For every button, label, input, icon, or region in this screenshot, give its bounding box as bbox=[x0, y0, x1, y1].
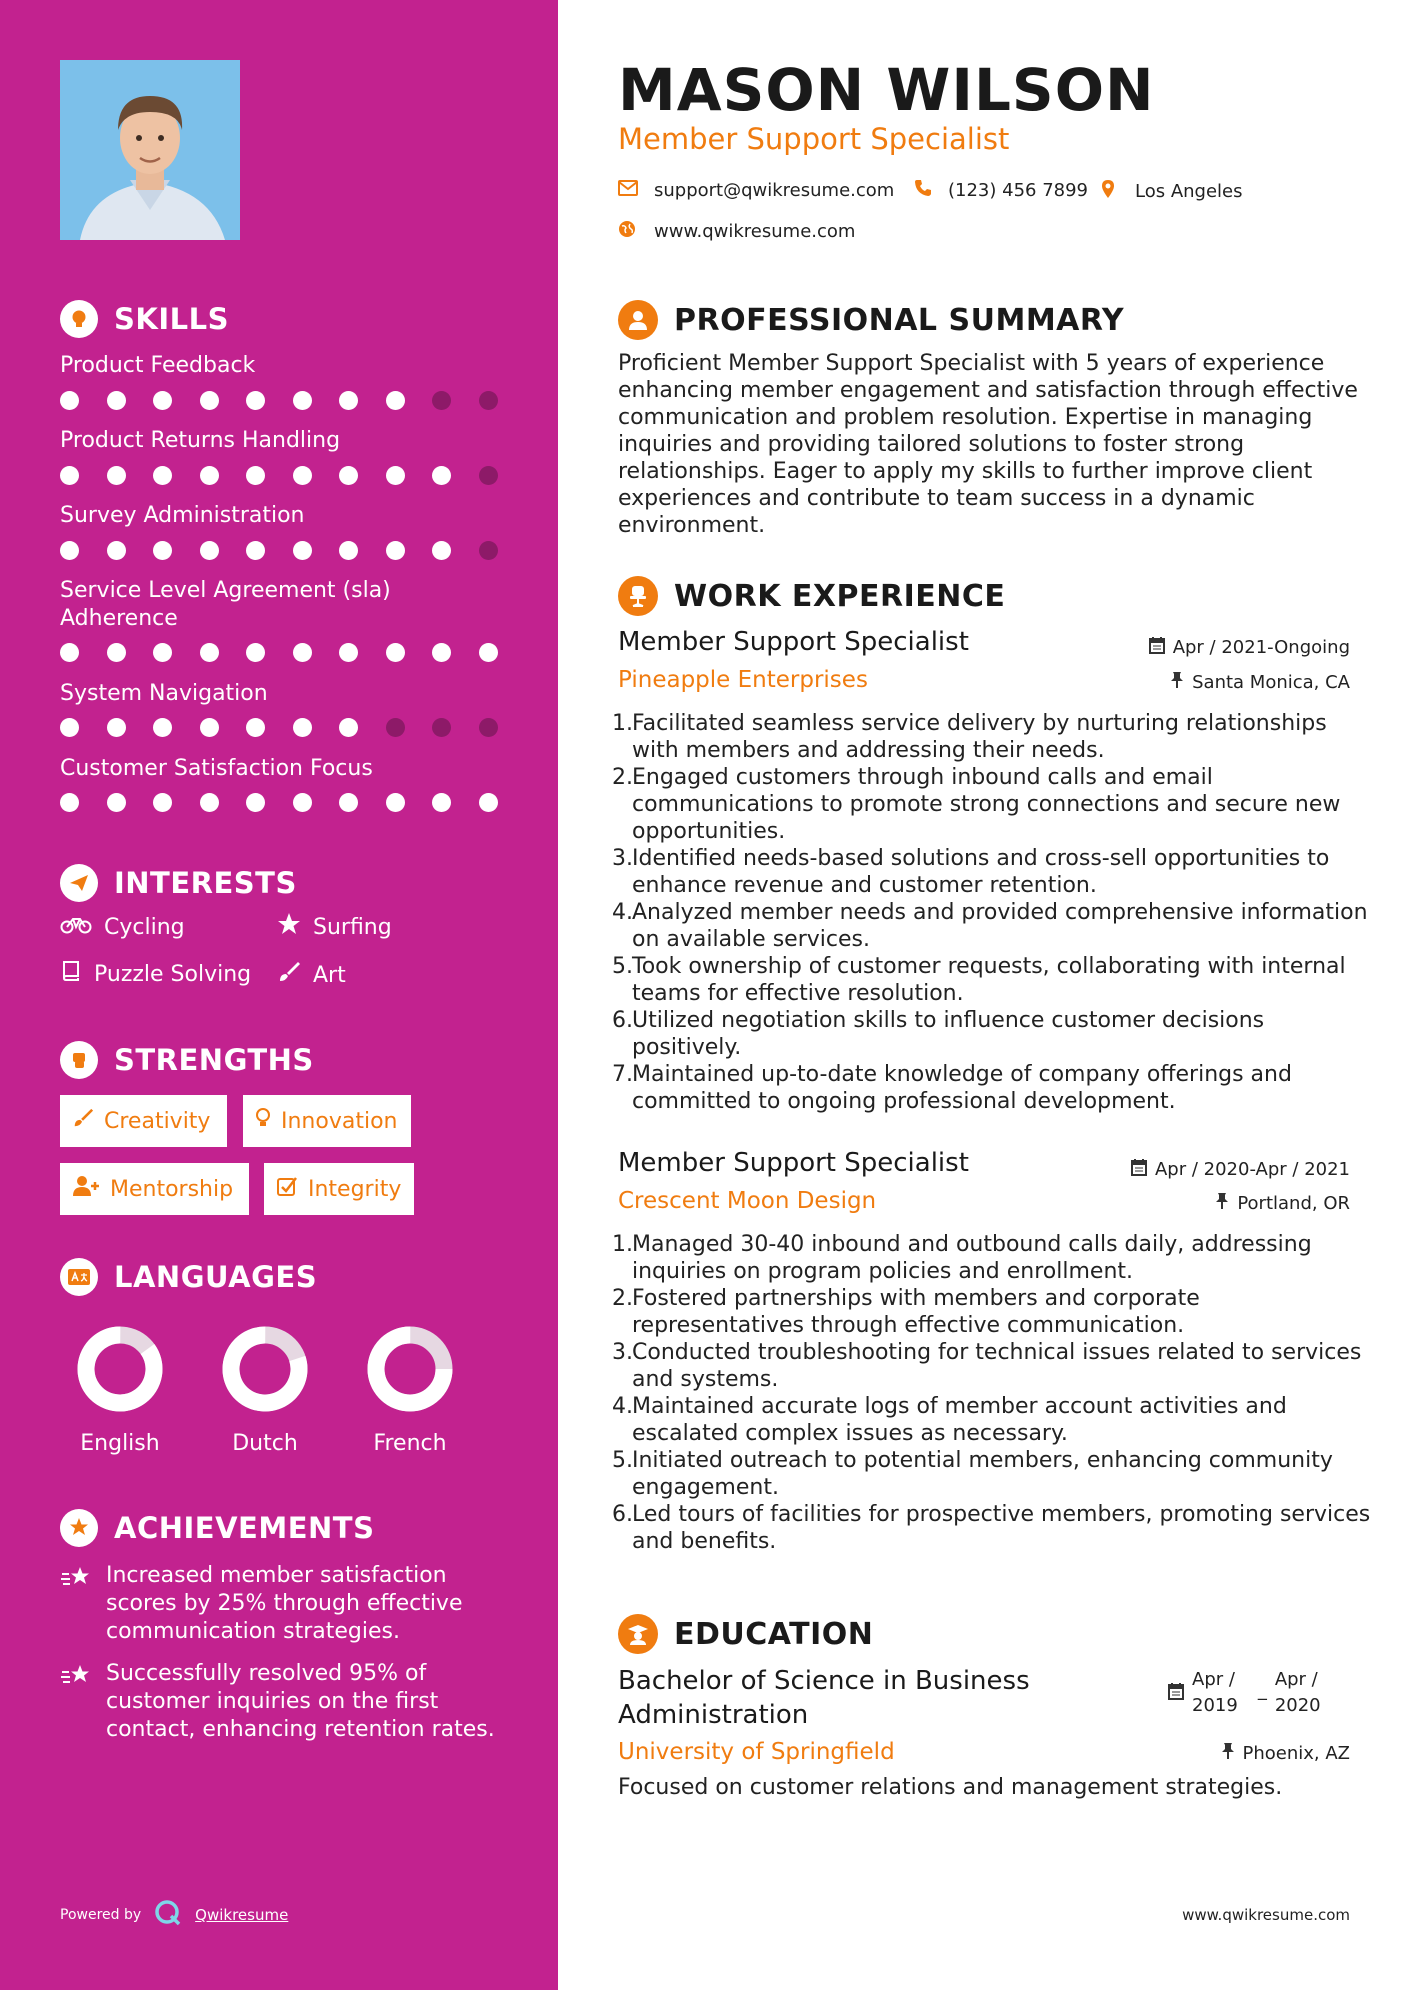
school-name: University of Springfield bbox=[618, 1739, 895, 1765]
envelope-icon bbox=[618, 180, 638, 201]
skills-heading bbox=[60, 300, 229, 338]
location-text: Los Angeles bbox=[1135, 181, 1243, 202]
skill-name: Product Returns Handling bbox=[60, 428, 341, 453]
pushpin-icon bbox=[1170, 671, 1184, 694]
job-dates-text: Apr / 2021-Ongoing bbox=[1172, 637, 1350, 658]
skill-dot bbox=[339, 466, 358, 485]
job-bullet: 3. Identified needs-based solutions and cross-sell opportunities to enhance revenue and customer retention. bbox=[612, 846, 1330, 898]
skill-rating bbox=[60, 718, 510, 738]
job-bullet: 2. Engaged customers through inbound calls and email communications to promote strong connections and secure new opportunities. bbox=[612, 765, 1341, 844]
job-location bbox=[1215, 1192, 1350, 1215]
interest-item bbox=[277, 912, 392, 942]
achievement-text: Successfully resolved 95% of customer inquiries on the first contact, enhancing retention rates. bbox=[106, 1661, 495, 1742]
lightbulb-icon bbox=[60, 300, 98, 338]
summary-heading bbox=[618, 300, 1124, 340]
skill-dot bbox=[432, 541, 451, 560]
skill-dot bbox=[60, 541, 79, 560]
sidebar bbox=[0, 0, 558, 1990]
skill-dot bbox=[153, 643, 172, 662]
interest-label: Cycling bbox=[104, 914, 185, 940]
language-item bbox=[350, 1325, 470, 1456]
job-location bbox=[1170, 671, 1350, 694]
skill-dot bbox=[479, 541, 498, 560]
job-dates bbox=[1131, 1158, 1350, 1181]
skill-dot bbox=[153, 541, 172, 560]
achievement-item bbox=[60, 1562, 500, 1646]
job-dates-text: Apr / 2020-Apr / 2021 bbox=[1154, 1159, 1350, 1180]
skill-dot bbox=[107, 718, 126, 737]
shooting-star-icon bbox=[60, 1662, 94, 1744]
strengths-heading bbox=[60, 1041, 314, 1079]
job-bullet: 6. Led tours of facilities for prospective members, promoting services and benefits. bbox=[612, 1502, 1371, 1554]
education-start: Apr / 2019 bbox=[1192, 1669, 1238, 1716]
map-pin-icon bbox=[1101, 179, 1115, 204]
profile-photo bbox=[60, 60, 240, 240]
job-bullet: 4. Analyzed member needs and provided comprehensive information on available services. bbox=[612, 900, 1368, 952]
job-title: Member Support Specialist bbox=[618, 1148, 969, 1178]
skill-dot bbox=[479, 466, 498, 485]
skill-dot bbox=[246, 718, 265, 737]
pushpin-icon bbox=[1221, 1742, 1235, 1765]
skill-dot bbox=[386, 391, 405, 410]
job-bullet: 1. Managed 30-40 inbound and outbound calls daily, addressing inquiries on program policies and enrollment. bbox=[612, 1232, 1312, 1284]
strength-label: Mentorship bbox=[110, 1176, 234, 1202]
achievements-heading bbox=[60, 1509, 374, 1547]
skill-dot bbox=[60, 718, 79, 737]
job-bullet: 7. Maintained up-to-date knowledge of company offerings and committed to ongoing professional development. bbox=[612, 1062, 1292, 1114]
skill-name: Survey Administration bbox=[60, 503, 305, 528]
skill-dot bbox=[60, 466, 79, 485]
globe-icon bbox=[618, 220, 636, 243]
skills-title: SKILLS bbox=[114, 302, 229, 336]
skill-dot bbox=[60, 793, 79, 812]
languages-heading bbox=[60, 1258, 317, 1296]
candidate-role: Member Support Specialist bbox=[618, 122, 1010, 156]
checkbox-icon bbox=[276, 1175, 298, 1203]
skill-dot bbox=[293, 466, 312, 485]
job-title: Member Support Specialist bbox=[618, 627, 969, 657]
job-bullets bbox=[612, 1231, 1372, 1555]
lightbulb-icon bbox=[255, 1107, 271, 1135]
skill-dot bbox=[432, 466, 451, 485]
skill-dot bbox=[246, 466, 265, 485]
star-icon bbox=[277, 912, 301, 942]
office-chair-icon bbox=[618, 576, 658, 616]
strength-label: Integrity bbox=[308, 1176, 402, 1202]
skill-dot bbox=[200, 718, 219, 737]
skill-dot bbox=[339, 718, 358, 737]
education-heading bbox=[618, 1614, 873, 1654]
job-bullets bbox=[612, 710, 1372, 1115]
skill-dot bbox=[293, 391, 312, 410]
skill-dot bbox=[60, 643, 79, 662]
skill-dot bbox=[246, 643, 265, 662]
skill-dot bbox=[432, 643, 451, 662]
language-icon bbox=[60, 1258, 98, 1296]
skill-dot bbox=[339, 643, 358, 662]
skill-dot bbox=[107, 793, 126, 812]
shooting-star-icon bbox=[60, 1564, 94, 1646]
strength-badge bbox=[60, 1095, 227, 1147]
calendar-icon bbox=[1149, 636, 1165, 659]
date-separator: _ bbox=[1257, 1679, 1267, 1701]
skill-dot bbox=[200, 643, 219, 662]
skill-dot bbox=[153, 718, 172, 737]
calendar-icon bbox=[1168, 1682, 1184, 1705]
skill-dot bbox=[339, 541, 358, 560]
language-label: French bbox=[373, 1431, 447, 1456]
language-ring bbox=[366, 1325, 454, 1413]
contact-website[interactable] bbox=[618, 220, 855, 243]
job-bullet: 6. Utilized negotiation skills to influence customer decisions positively. bbox=[612, 1008, 1265, 1060]
skill-name: System Navigation bbox=[60, 681, 268, 706]
job-location-text: Santa Monica, CA bbox=[1192, 672, 1350, 693]
job-bullet: 5. Took ownership of customer requests, collaborating with internal teams for effective resolution. bbox=[612, 954, 1346, 1006]
skill-rating bbox=[60, 793, 510, 813]
qwikresume-logo-icon bbox=[153, 1898, 183, 1932]
interest-label: Art bbox=[313, 962, 346, 988]
language-ring bbox=[76, 1325, 164, 1413]
skill-dot bbox=[293, 643, 312, 662]
job-bullet: 2. Fostered partnerships with members and corporate representatives through effective communication. bbox=[612, 1286, 1200, 1338]
achievements-title: ACHIEVEMENTS bbox=[114, 1511, 375, 1545]
job-bullet: 3. Conducted troubleshooting for technical issues related to services and systems. bbox=[612, 1340, 1362, 1392]
skill-rating bbox=[60, 391, 510, 411]
skill-dot bbox=[246, 541, 265, 560]
award-star-icon bbox=[60, 1509, 98, 1547]
website-text: www.qwikresume.com bbox=[654, 221, 856, 242]
degree-line: Administration bbox=[618, 1700, 809, 1730]
strength-badge bbox=[243, 1095, 411, 1147]
interest-item bbox=[277, 960, 346, 990]
strength-label: Innovation bbox=[281, 1108, 398, 1134]
main-content bbox=[558, 0, 1407, 1990]
bicycle-icon bbox=[60, 914, 92, 940]
skill-name: Service Level Agreement (sla) Adherence bbox=[60, 578, 391, 631]
fist-icon bbox=[60, 1041, 98, 1079]
contact-phone[interactable] bbox=[914, 179, 1088, 202]
skill-dot bbox=[432, 391, 451, 410]
skill-dot bbox=[386, 541, 405, 560]
strength-badge bbox=[60, 1163, 249, 1215]
skill-dot bbox=[479, 718, 498, 737]
skill-name: Customer Satisfaction Focus bbox=[60, 756, 373, 781]
job-dates bbox=[1149, 636, 1350, 659]
skill-dot bbox=[200, 541, 219, 560]
job-location-text: Portland, OR bbox=[1237, 1193, 1350, 1214]
brush-icon bbox=[72, 1107, 94, 1135]
skill-dot bbox=[293, 718, 312, 737]
job-bullet: 1. Facilitated seamless service delivery by nurturing relationships with members and addressing their needs. bbox=[612, 711, 1327, 763]
strength-badge bbox=[264, 1163, 414, 1215]
education-title: EDUCATION bbox=[674, 1616, 874, 1652]
interests-heading bbox=[60, 864, 297, 902]
company-name: Crescent Moon Design bbox=[618, 1188, 877, 1214]
skill-dot bbox=[153, 466, 172, 485]
calendar-icon bbox=[1131, 1158, 1147, 1181]
language-item bbox=[60, 1325, 180, 1456]
skill-rating bbox=[60, 466, 510, 486]
strengths-title: STRENGTHS bbox=[114, 1043, 314, 1077]
language-ring bbox=[221, 1325, 309, 1413]
email-text: support@qwikresume.com bbox=[654, 180, 895, 201]
degree-title bbox=[618, 1664, 1030, 1732]
skill-rating bbox=[60, 643, 510, 663]
job-bullet: 4. Maintained accurate logs of member account activities and escalated complex issues as necessary. bbox=[612, 1394, 1287, 1446]
graduate-icon bbox=[618, 1614, 658, 1654]
interests-title: INTERESTS bbox=[114, 866, 297, 900]
book-icon bbox=[60, 960, 82, 988]
education-location-text: Phoenix, AZ bbox=[1242, 1743, 1350, 1764]
contact-location bbox=[1101, 179, 1243, 204]
user-plus-icon bbox=[72, 1175, 100, 1203]
paper-plane-icon bbox=[60, 864, 98, 902]
skill-dot bbox=[60, 391, 79, 410]
skill-dot bbox=[107, 643, 126, 662]
brush-icon bbox=[277, 960, 301, 990]
phone-icon bbox=[914, 179, 932, 202]
skill-dot bbox=[200, 466, 219, 485]
skill-dot bbox=[153, 391, 172, 410]
skill-dot bbox=[432, 793, 451, 812]
pushpin-icon bbox=[1215, 1192, 1229, 1215]
skill-dot bbox=[246, 793, 265, 812]
languages-title: LANGUAGES bbox=[114, 1260, 318, 1294]
job-bullet: 5. Initiated outreach to potential members, enhancing community engagement. bbox=[612, 1448, 1333, 1500]
achievement-item bbox=[60, 1660, 500, 1744]
skill-rating bbox=[60, 541, 510, 561]
skill-dot bbox=[200, 391, 219, 410]
skill-dot bbox=[107, 466, 126, 485]
powered-by bbox=[60, 1898, 288, 1932]
degree-line: Bachelor of Science in Business bbox=[618, 1666, 1030, 1696]
language-label: English bbox=[80, 1431, 160, 1456]
experience-title: WORK EXPERIENCE bbox=[674, 578, 1006, 614]
achievement-text: Increased member satisfaction scores by 25% through effective communication strategies. bbox=[106, 1563, 463, 1644]
skill-dot bbox=[479, 793, 498, 812]
skill-dot bbox=[386, 793, 405, 812]
skill-dot bbox=[153, 793, 172, 812]
skill-dot bbox=[386, 643, 405, 662]
summary-text: Proficient Member Support Specialist with 5 years of experience enhancing member engagement and satisfaction through effective communication and problem resolution. Expertise in managing inquiries and providing tailored solutions to foster strong relationships. Eager to apply my skills to further improve client experiences and contribute to team success in a dynamic environment. bbox=[618, 351, 1358, 538]
skill-name: Product Feedback bbox=[60, 353, 256, 378]
experience-heading bbox=[618, 576, 1005, 616]
skill-dot bbox=[386, 466, 405, 485]
skill-dot bbox=[479, 643, 498, 662]
skill-dot bbox=[107, 541, 126, 560]
summary-title: PROFESSIONAL SUMMARY bbox=[674, 302, 1125, 338]
powered-by-label: Powered by bbox=[60, 1907, 142, 1923]
user-icon bbox=[618, 300, 658, 340]
skill-dot bbox=[200, 793, 219, 812]
skill-dot bbox=[339, 793, 358, 812]
interest-label: Surfing bbox=[313, 914, 392, 940]
skill-dot bbox=[339, 391, 358, 410]
qwikresume-link[interactable]: Qwikresume bbox=[195, 1906, 289, 1924]
interest-item bbox=[60, 914, 185, 940]
education-description: Focused on customer relations and management strategies. bbox=[618, 1775, 1283, 1800]
skill-dot bbox=[293, 793, 312, 812]
phone-text: (123) 456 7899 bbox=[948, 180, 1089, 201]
skill-dot bbox=[107, 391, 126, 410]
contact-email[interactable] bbox=[618, 180, 894, 201]
interest-item bbox=[60, 960, 251, 988]
skill-dot bbox=[432, 718, 451, 737]
strength-label: Creativity bbox=[104, 1108, 211, 1134]
skill-dot bbox=[246, 391, 265, 410]
footer-url[interactable]: www.qwikresume.com bbox=[1182, 1906, 1350, 1924]
language-item bbox=[205, 1325, 325, 1456]
education-location bbox=[1221, 1742, 1351, 1765]
candidate-name: MASON WILSON bbox=[618, 56, 1155, 124]
interest-label: Puzzle Solving bbox=[94, 961, 252, 987]
skill-dot bbox=[293, 541, 312, 560]
language-label: Dutch bbox=[232, 1431, 298, 1456]
education-end: Apr / 2020 bbox=[1274, 1669, 1321, 1716]
language-ring-fill bbox=[76, 1325, 164, 1413]
education-dates bbox=[1168, 1667, 1321, 1719]
skill-dot bbox=[479, 391, 498, 410]
company-name: Pineapple Enterprises bbox=[618, 667, 868, 693]
skill-dot bbox=[386, 718, 405, 737]
